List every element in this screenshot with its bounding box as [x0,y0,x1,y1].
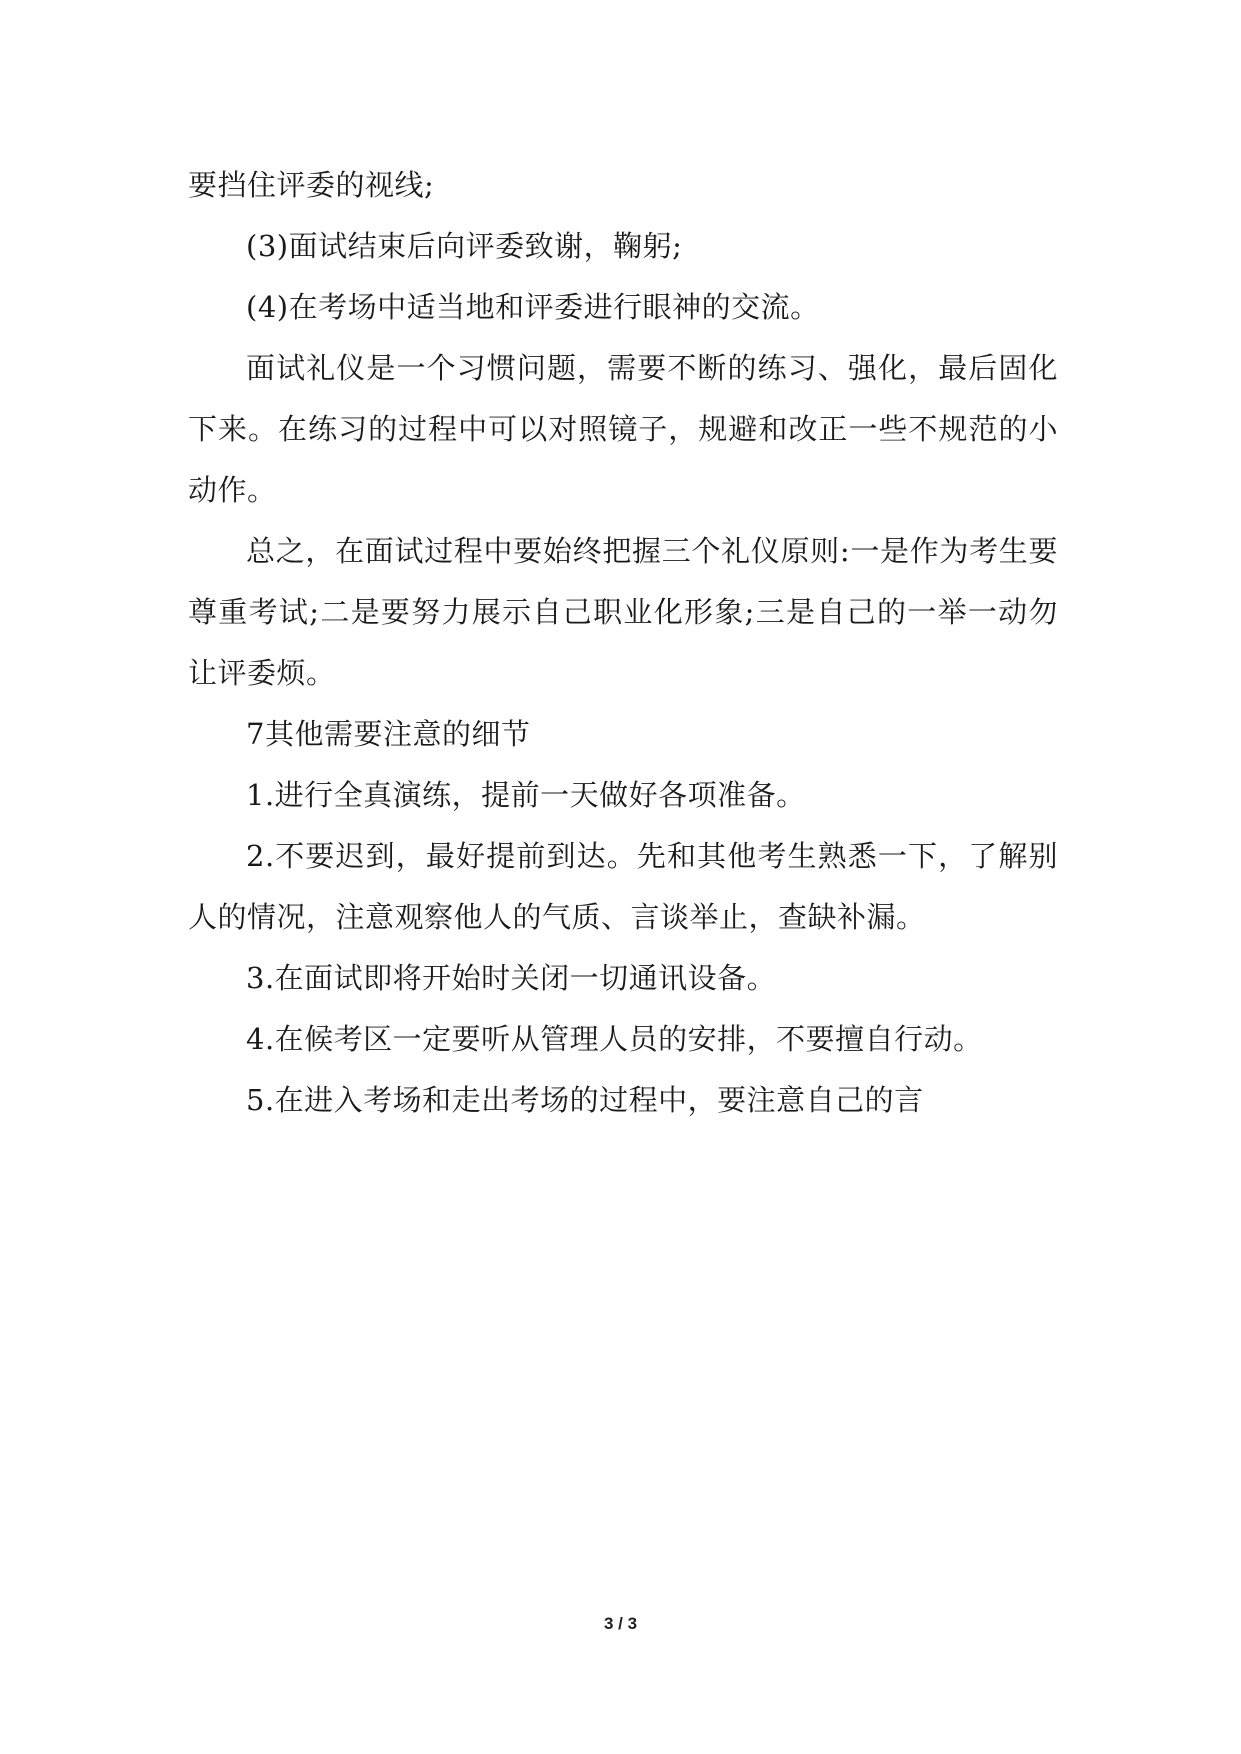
list-item: 4.在候考区一定要听从管理人员的安排，不要擅自行动。 [246,1022,983,1056]
list-item: 3.在面试即将开始时关闭一切通讯设备。 [246,961,777,995]
list-item: 1.进行全真演练，提前一天做好各项准备。 [246,778,806,812]
paragraph: (4)在考场中适当地和评委进行眼神的交流。 [246,290,820,324]
section-heading: 7其他需要注意的细节 [246,717,531,751]
page-number: 3 / 3 [603,1614,638,1633]
paragraph: 面试礼仪是一个习惯问题，需要不断的练习、强化，最后固化下来。在练习的过程中可以对照镜子，规避和改正一些不规范的小动作。 [188,351,1058,507]
document-body [188,155,1058,1131]
paragraph: (3)面试结束后向评委致谢，鞠躬; [246,229,683,263]
list-item: 2.不要迟到，最好提前到达。先和其他考生熟悉一下，了解别人的情况，注意观察他人的气质、言谈举止，查缺补漏。 [188,839,1058,934]
paragraph: 要挡住评委的视线; [188,168,435,202]
paragraph: 总之，在面试过程中要始终把握三个礼仪原则:一是作为考生要尊重考试;二是要努力展示自己职业化形象;三是自己的一举一动勿让评委烦。 [188,534,1058,690]
list-item: 5.在进入考场和走出考场的过程中，要注意自己的言 [246,1083,924,1117]
